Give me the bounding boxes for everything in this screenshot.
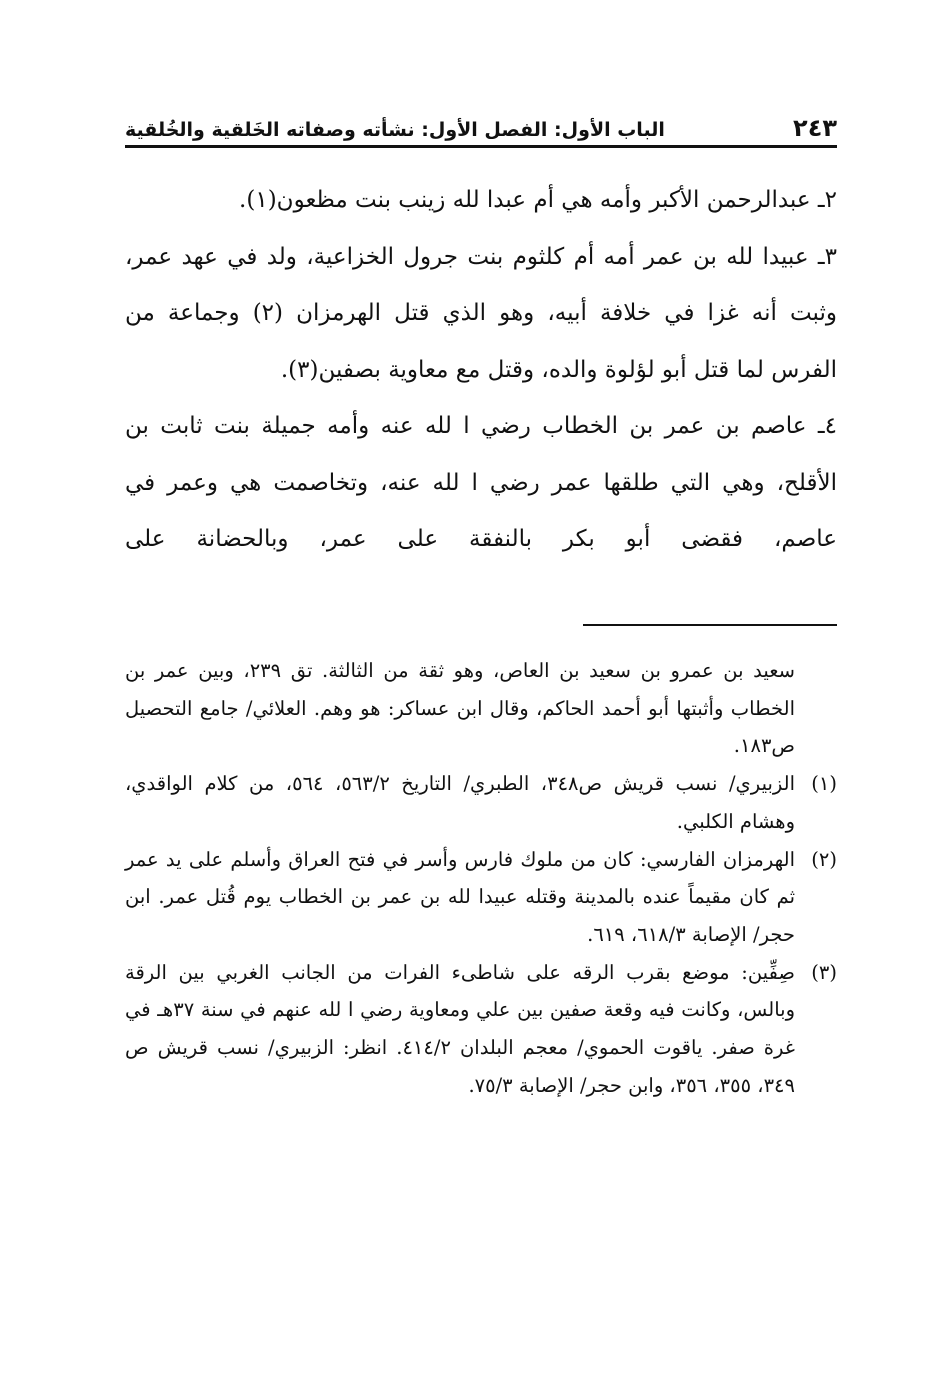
footnote-1 <box>125 765 837 840</box>
footnote-text: الهرمزان الفارسي: كان من ملوك فارس وأسر في فتح العراق وأسلم على يد عمر ثم كان مقيماً عنده بالمدينة وقتله عبيدا لله بن عمر بن الخطاب يوم قُتل عمر. ابن حجر/ الإصابة ٦١٨/٣، ٦١٩. <box>125 847 795 946</box>
footnote-text: الزبيري/ نسب قريش ص٣٤٨، الطبري/ التاريخ ٥٦٣/٢، ٥٦٤، من كلام الواقدي، وهشام الكلبي. <box>125 772 795 833</box>
main-text <box>125 172 837 568</box>
footnote-continuation: سعيد بن عمرو بن سعيد بن العاص، وهو ثقة من الثالثة. تق ٢٣٩، وبين عمر بن الخطاب وأثبتها أبو أحمد الحاكم، وقال ابن عساكر: هو وهم. العلائي/ جامع التحصيل ص١٨٣. <box>125 659 795 758</box>
footnote-separator <box>583 624 837 626</box>
running-title: الباب الأول: الفصل الأول: نشأته وصفاته الخَلقية والخُلقية <box>125 119 665 141</box>
footnote-text: صِفِّين: موضع بقرب الرقه على شاطىء الفرات من الجانب الغربي بين الرقة وبالس، وكانت فيه وقعة صفين بين علي ومعاوية رضي ا لله عنهم في سنة ٣٧هـ في غرة صفر. ياقوت الحموي/ معجم البلدان ٤١٤/٢. انظر: الزبيري/ نسب قريش ص ٣٤٩، ٣٥٥، ٣٥٦، وابن حجر/ الإصابة ٧٥/٣. <box>125 960 795 1097</box>
page-header <box>125 108 837 148</box>
page-number: ٢٤٣ <box>793 114 837 142</box>
footnotes <box>125 652 837 1104</box>
footnote-2 <box>125 841 837 954</box>
paragraph-abdulrahman: ٢ـ عبدالرحمن الأكبر وأمه هي أم عبدا لله زينب بنت مظعون(١). <box>239 187 837 213</box>
header-rule <box>125 145 837 148</box>
paragraph-asim: ٤ـ عاصم بن عمر بن الخطاب رضي ا لله عنه وأمه جميلة بنت ثابت بن الأقلح، وهي التي طلقها عمر رضي ا لله عنه، وتخاصمت هي وعمر في عاصم، فقضى أبو بكر بالنفقة على عمر، وبالحضانة على <box>125 413 837 552</box>
paragraph-ubaydullah: ٣ـ عبيدا لله بن عمر أمه أم كلثوم بنت جرول الخزاعية، ولد في عهد عمر، وثبت أنه غزا في خلافة أبيه، وهو الذي قتل الهرمزان (٢) وجماعة من الفرس لما قتل أبو لؤلوة والده، وقتل مع معاوية بصفين(٣). <box>125 243 837 383</box>
footnote-marker: (١) <box>811 772 837 796</box>
footnote-marker: (٣) <box>811 960 837 984</box>
footnote-3 <box>125 954 837 1105</box>
footnote-marker: (٢) <box>811 847 837 871</box>
